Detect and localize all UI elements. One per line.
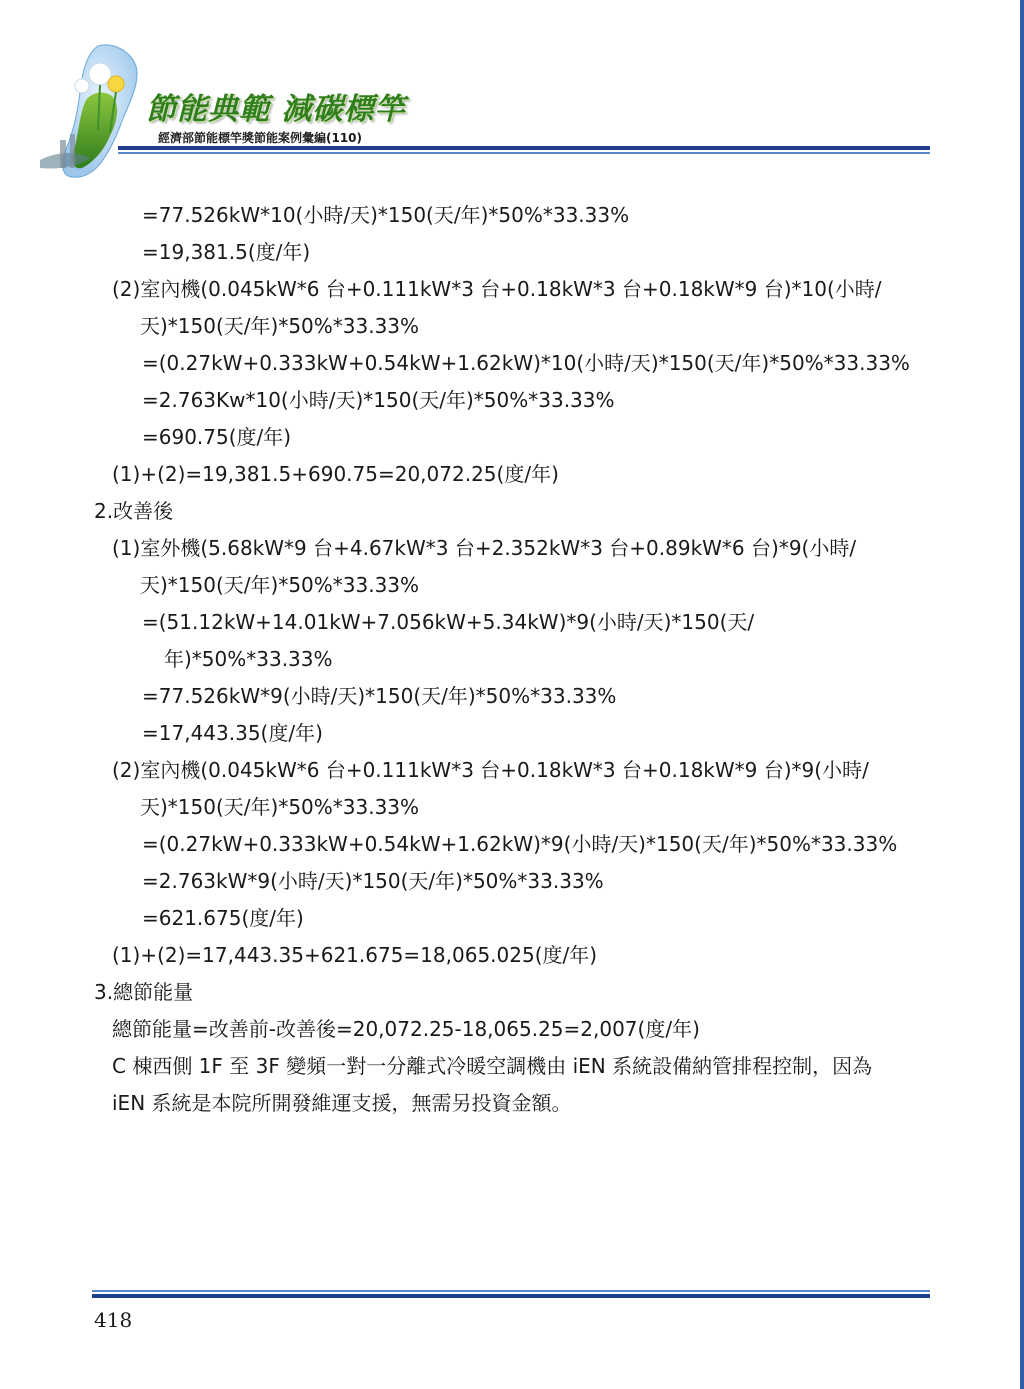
calc-line: 總節能量=改善前-改善後=20,072.25-18,065.25=2,007(度/年) bbox=[112, 1017, 700, 1041]
calc-line: =690.75(度/年) bbox=[142, 425, 292, 449]
calc-line: 天)*150(天/年)*50%*33.33% bbox=[140, 795, 420, 819]
paragraph-line: C 棟西側 1F 至 3F 變頻一對一分離式冷暖空調機由 iEN 系統設備納管排程控制，因為 bbox=[112, 1054, 873, 1078]
calc-line: =77.526kW*10(小時/天)*150(天/年)*50%*33.33% bbox=[142, 203, 630, 227]
calc-line: (1)+(2)=19,381.5+690.75=20,072.25(度/年) bbox=[112, 462, 559, 486]
calc-line: =2.763kW*9(小時/天)*150(天/年)*50%*33.33% bbox=[142, 869, 604, 893]
paragraph-line: iEN 系統是本院所開發維運支援，無需另投資金額。 bbox=[112, 1091, 572, 1115]
calc-line: (1)室外機(5.68kW*9 台+4.67kW*3 台+2.352kW*3 台+0.89kW*6 台)*9(小時/ bbox=[112, 536, 857, 560]
calc-line: =(0.27kW+0.333kW+0.54kW+1.62kW)*9(小時/天)*150(天/年)*50%*33.33% bbox=[142, 832, 898, 856]
calc-line: 年)*50%*33.33% bbox=[164, 647, 333, 671]
calc-line: 天)*150(天/年)*50%*33.33% bbox=[140, 314, 420, 338]
header-rule-thin bbox=[118, 152, 930, 154]
calc-line: =17,443.35(度/年) bbox=[142, 721, 323, 745]
page-number: 418 bbox=[94, 1308, 133, 1332]
calc-line: (2)室內機(0.045kW*6 台+0.111kW*3 台+0.18kW*3 台+0.18kW*9 台)*9(小時/ bbox=[112, 758, 869, 782]
calc-line: =19,381.5(度/年) bbox=[142, 240, 311, 264]
calc-line: =(51.12kW+14.01kW+7.056kW+5.34kW)*9(小時/天)*150(天/ bbox=[142, 610, 755, 634]
header-subtitle: 經濟部節能標竿獎節能案例彙編(110) bbox=[158, 131, 363, 145]
page-edge-stripe bbox=[1020, 0, 1024, 1389]
header-rule bbox=[118, 146, 930, 150]
header-title: 節能典範 減碳標竿 bbox=[146, 92, 406, 127]
calc-line: (2)室內機(0.045kW*6 台+0.111kW*3 台+0.18kW*3 台+0.18kW*9 台)*10(小時/ bbox=[112, 277, 882, 301]
calc-line: =77.526kW*9(小時/天)*150(天/年)*50%*33.33% bbox=[142, 684, 617, 708]
footer-rule bbox=[92, 1294, 930, 1298]
calc-line: 天)*150(天/年)*50%*33.33% bbox=[140, 573, 420, 597]
calc-line: =(0.27kW+0.333kW+0.54kW+1.62kW)*10(小時/天)*150(天/年)*50%*33.33% bbox=[142, 351, 910, 375]
footer-rule-thin bbox=[92, 1290, 930, 1292]
calc-line: =2.763Kw*10(小時/天)*150(天/年)*50%*33.33% bbox=[142, 388, 615, 412]
page-header bbox=[0, 0, 1024, 190]
calc-line: (1)+(2)=17,443.35+621.675=18,065.025(度/年) bbox=[112, 943, 598, 967]
section-heading: 3.總節能量 bbox=[94, 980, 194, 1004]
calc-line: =621.675(度/年) bbox=[142, 906, 304, 930]
section-heading: 2.改善後 bbox=[94, 499, 174, 523]
